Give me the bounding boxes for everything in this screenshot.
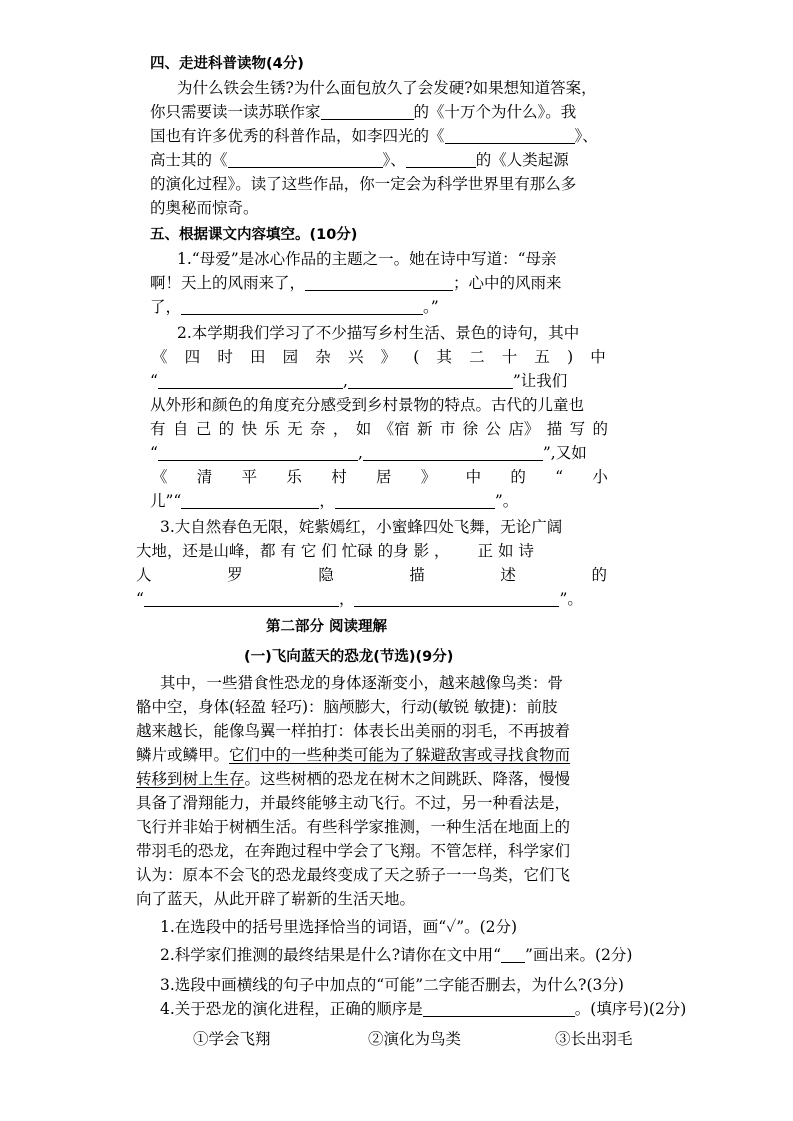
spaced-glyph: ) [567,348,574,366]
spaced-glyph: 的 [591,566,607,584]
spaced-glyph: 描 [409,566,425,584]
sec4-line-5: 的演化过程》。读了这些作品，你一定会为科学世界里有那么多 [150,175,577,193]
sec5-q2-line-5 [150,418,608,440]
spaced-glyph: 新 [416,420,433,438]
answer-blank[interactable] [321,103,414,120]
spaced-glyph: 》 [380,348,397,366]
sec5-q2-line-8: 儿”“ ， ”。 [150,492,519,510]
sec4-line-3: 国也有许多优秀的科普作品，如李四光的《 》、 [150,127,598,145]
spaced-glyph: 徐 [462,420,479,438]
spaced-glyph: 二 [469,348,485,366]
spaced-glyph: 清 [196,468,213,486]
answer-blank[interactable] [348,372,513,389]
spaced-glyph: ( [413,348,420,366]
spaced-glyph: 园 [282,348,299,366]
spaced-glyph: 有 [150,420,166,438]
sec5-q2-line-2 [152,346,606,368]
question-4: 4.关于恐龙的演化进程，正确的顺序是 。(填序号)(2分) [160,1000,687,1018]
option-1: ①学会飞翔 [193,1030,271,1048]
spaced-glyph: 描 [546,420,563,438]
spaced-glyph: 其 [436,348,452,366]
question-2: 2.科学家们推测的最终结果是什么?请你在文中用“ ”画出来。(2分) [160,946,633,964]
spaced-glyph: 乐 [264,420,280,438]
sec5-q2-line-7 [152,466,608,488]
section-4-heading: 四、走进科普读物(4分) [150,56,304,72]
sec4-line-6: 的奥秘而惊奇。 [150,199,259,217]
sec5-q1-line-2: 啊！天上的风雨来了， ；心中的风雨来 [150,274,562,292]
answer-blank[interactable] [423,1000,575,1017]
spaced-glyph: 平 [241,468,258,486]
answer-blank[interactable] [406,151,476,168]
sec5-q3-line-2: 大地，还是山峰，都 有 它 们 忙碌 的身 影 ， 正 如 诗 [136,542,534,560]
answer-blank[interactable] [181,298,423,315]
answer-blank[interactable] [181,492,319,509]
sec5-q1-line-1: 1.“母爱”是冰心作品的主题之一。她在诗中写道：“母亲 [177,250,557,268]
underlined-sentence: 转移到树上生存 [136,770,245,788]
spaced-glyph: 兴 [347,348,364,366]
sec4-line-4: 高士其的《 》、 的《人类起源 [150,151,569,169]
spaced-glyph: 时 [217,348,233,366]
reading-line-3: 越来越长，能像鸟翼一样拍打：体表长出美丽的羽毛，不再披着 [136,722,571,740]
spaced-glyph: 》 [420,468,437,486]
answer-blank[interactable] [305,274,453,291]
spaced-glyph: 《 [152,468,168,486]
spaced-glyph: 人 [136,566,152,584]
reading-line-9: 认为：原本不会飞的恐龙最终变成了天之骄子一一鸟类，它们飞 [136,866,571,884]
spaced-glyph: 《 [152,348,168,366]
reading-line-2: 骼中空，身体(轻盈 轻巧)：脑颅膨大，行动(敏锐 敏捷)：前肢 [136,698,558,716]
answer-blank[interactable] [354,590,559,607]
spaced-glyph: 乐 [286,468,302,486]
answer-blank[interactable] [228,151,383,168]
spaced-glyph: 述 [500,566,516,584]
spaced-glyph: 快 [241,420,257,438]
spaced-glyph: 店》 [508,420,540,438]
sec5-q3-line-3 [136,564,607,586]
sec5-q3-line-4: “ ， ”。 [136,590,583,608]
spaced-glyph: 奈 [310,420,326,438]
option-2: ②演化为鸟类 [368,1030,462,1048]
answer-blank[interactable] [144,590,339,607]
answer-blank[interactable] [363,444,543,461]
spaced-glyph: 五 [534,348,550,366]
answer-blank[interactable] [158,372,343,389]
spaced-glyph: 十 [501,348,518,366]
sec4-line-2: 你只需要读一读苏联作家 的《十万个为什么》。我 [150,103,577,121]
spaced-glyph: 居 [375,468,392,486]
spaced-glyph: 如 [355,420,372,438]
spaced-glyph: 中 [590,348,606,366]
underline-mark [501,946,525,963]
spaced-glyph: 的 [218,420,235,438]
reading-line-5: 转移到树上生存。这些树栖的恐龙在树木之间跳跃、降落，慢慢 [136,770,571,788]
spaced-glyph: 杂 [315,348,331,366]
spaced-glyph: 自 [172,420,189,438]
spaced-glyph: 公 [485,420,502,438]
sec5-q2-line-4: 从外形和颜色的角度充分感受到乡村景物的特点。古代的儿童也 [150,396,585,414]
answer-blank[interactable] [445,127,575,144]
spaced-glyph: “ [555,468,564,486]
question-1: 1.在选段中的括号里选择恰当的词语，画“✓”。(2分) [160,918,518,936]
spaced-glyph: 罗 [227,566,243,584]
sec5-q2-line-6: “ , ”,又如 [150,444,587,462]
sec5-q1-line-3: 了， 。” [150,298,439,316]
section-5-heading: 五、根据课文内容填空。(10分) [150,227,358,243]
spaced-glyph: 写 [569,420,586,438]
question-3: 3.选段中画横线的句子中加点的“可能”二字能否删去，为什么?(3分) [160,976,624,994]
spaced-glyph: 村 [331,468,347,486]
sec5-q2-line-3: “ , ”让我们 [150,372,568,390]
spaced-glyph: 市 [439,420,456,438]
reading-line-10: 向了蓝天，从此开辟了崭新的生活天地。 [136,890,416,908]
answer-blank[interactable] [158,444,358,461]
reading-line-4: 鳞片或鳞甲。它们中的一些种类可能为了躲避敌害或寻找食物而 [136,746,571,764]
reading-line-1: 其中，一些猎食性恐龙的身体逐渐变小，越来越像鸟类：骨 [160,674,564,692]
answer-blank[interactable] [335,492,495,509]
part-2-title: 第二部分 阅读理解 [266,619,388,635]
spaced-glyph: 中 [465,468,482,486]
spaced-glyph: 隐 [318,566,334,584]
spaced-glyph: 的 [592,420,608,438]
spaced-glyph: 四 [184,348,201,366]
spaced-glyph: 无 [287,420,303,438]
reading-line-8: 带羽毛的恐龙，在奔跑过程中学会了飞翔。不管怎样，科学家们 [136,842,571,860]
sec5-q2-line-1: 2.本学期我们学习了不少描写乡村生活、景色的诗句，其中 [177,324,580,342]
spaced-glyph: 小 [592,468,608,486]
spaced-glyph: 田 [249,348,266,366]
underlined-sentence: 它们中的一些种类可能为了躲避敌害或寻找食物而 [229,746,571,764]
reading-title: (一)飞向蓝天的恐龙(节选)(9分) [244,649,454,665]
reading-line-7: 飞行并非始于树栖生活。有些科学家推测，一种生活在地面上的 [136,818,571,836]
spaced-glyph: ， [332,420,349,438]
spaced-glyph: 的 [510,468,526,486]
option-3: ③长出羽毛 [555,1030,633,1048]
reading-line-6: 具备了滑翔能力，并最终能够主动飞行。不过，另一种看法是， [136,794,571,812]
sec4-line-1: 为什么铁会生锈?为什么面包放久了会发硬?如果想知道答案， [177,79,597,97]
spaced-glyph: 《宿 [378,420,410,438]
spaced-glyph: 己 [195,420,212,438]
sec5-q3-line-1: 3.大自然春色无限，姹紫嫣红，小蜜蜂四处飞舞，无论广阔 [160,518,563,536]
